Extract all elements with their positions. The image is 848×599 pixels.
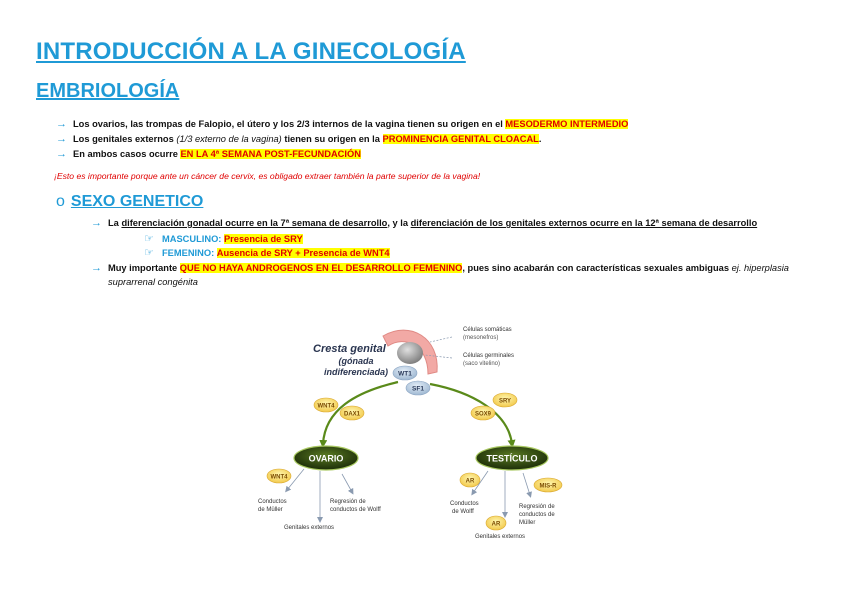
genitales-label-male: Genitales externos <box>475 534 526 540</box>
genitales-label-female: Genitales externos <box>284 525 335 531</box>
testiculo-label: TESTÍCULO <box>486 453 538 464</box>
muller-label-2: de Müller <box>258 507 283 513</box>
arrow-wolff-regression <box>342 474 352 492</box>
pointing-hand-icon: ☞ <box>144 247 154 259</box>
cresta-label: Cresta genital <box>313 343 386 355</box>
wt1-label: WT1 <box>398 370 412 378</box>
bullet-femenino: FEMENINO: Ausencia de SRY + Presencia de WNT4 <box>162 248 390 258</box>
gonad-shape <box>397 342 423 364</box>
ar-label-2: AR <box>491 521 501 528</box>
bullet-diferenciacion: La diferenciación gonadal ocurre en la 7ª semana de desarrollo, y la diferenciación de los genitales externos ocurre en la 12ª semana de desarrollo <box>108 218 758 228</box>
somaticas-label: Células somáticas <box>463 327 512 333</box>
bullet-semana: En ambos casos ocurre EN LA 4ª SEMANA POST-FECUNDACIÓN <box>73 149 361 159</box>
arrow-right-icon: → <box>56 148 67 160</box>
arrow-right-icon: → <box>91 217 102 229</box>
somaticas-sub: (mesonefros) <box>463 335 499 341</box>
wnt4-label-female: WNT4 <box>270 474 288 481</box>
arrow-right-icon: → <box>56 118 67 130</box>
bullet-androgenos-cont: suprarrenal congénita <box>108 277 198 287</box>
germinales-label: Células germinales <box>463 353 515 359</box>
wolff-label-2: de Wolff <box>452 509 474 515</box>
section-title: EMBRIOLOGÍA <box>36 80 180 102</box>
connector-line <box>430 337 452 342</box>
bullet-mesodermo: Los ovarios, las trompas de Falopio, el útero y los 2/3 internos de la vagina tienen su origen en el MESODERMO INTERMEDIO <box>73 119 629 129</box>
cresta-label-2: (gónada <box>338 356 374 366</box>
arrow-right-icon: → <box>56 133 67 145</box>
sry-label: SRY <box>498 398 512 405</box>
muller-label: Conductos <box>258 499 287 505</box>
bullet-genitales-externos: Los genitales externos (1/3 externo de la vagina) tienen su origen en la PROMINENCIA GENITAL CLOACAL. <box>73 134 542 144</box>
ar-label: AR <box>465 478 475 485</box>
circle-bullet-icon: o <box>56 193 65 210</box>
muller-regression-label-3: Müller <box>519 520 536 526</box>
sox9-label: SOX9 <box>474 411 492 418</box>
mis-r-label: MIS-R <box>539 483 557 490</box>
bullet-androgenos: Muy importante QUE NO HAYA ANDROGENOS EN EL DESARROLLO FEMENINO, pues sino acabarán con características sexuales ambiguas ej. hiperplasia <box>108 263 789 273</box>
bullet-masculino: MASCULINO: Presencia de SRY <box>162 234 303 244</box>
dax1-label: DAX1 <box>343 411 361 418</box>
muller-regression-label-2: conductos de <box>519 512 555 518</box>
wolff-label: Conductos <box>450 501 479 507</box>
muller-regression-label: Regresión de <box>519 504 555 510</box>
wnt4-label: WNT4 <box>317 403 335 410</box>
sf1-label: SF1 <box>412 385 424 393</box>
wolff-regression-label: Regresión de <box>330 499 366 505</box>
wolff-regression-label-2: conductos de Wolff <box>330 507 381 513</box>
note-text: ¡Esto es importante porque ante un cáncer de cervix, es obligado extraer también la parte superior de la vagina! <box>54 171 481 181</box>
subsection-title: o SEXO GENETICO <box>56 193 204 210</box>
arrow-right-icon: → <box>91 262 102 274</box>
cresta-label-3: indiferenciada) <box>323 367 389 377</box>
page-title: INTRODUCCIÓN A LA GINECOLOGÍA <box>36 38 466 65</box>
pointing-hand-icon: ☞ <box>144 233 154 245</box>
ovario-label: OVARIO <box>308 453 344 464</box>
germinales-sub: (saco vitelino) <box>463 361 501 367</box>
arrow-muller-regression <box>523 473 530 495</box>
